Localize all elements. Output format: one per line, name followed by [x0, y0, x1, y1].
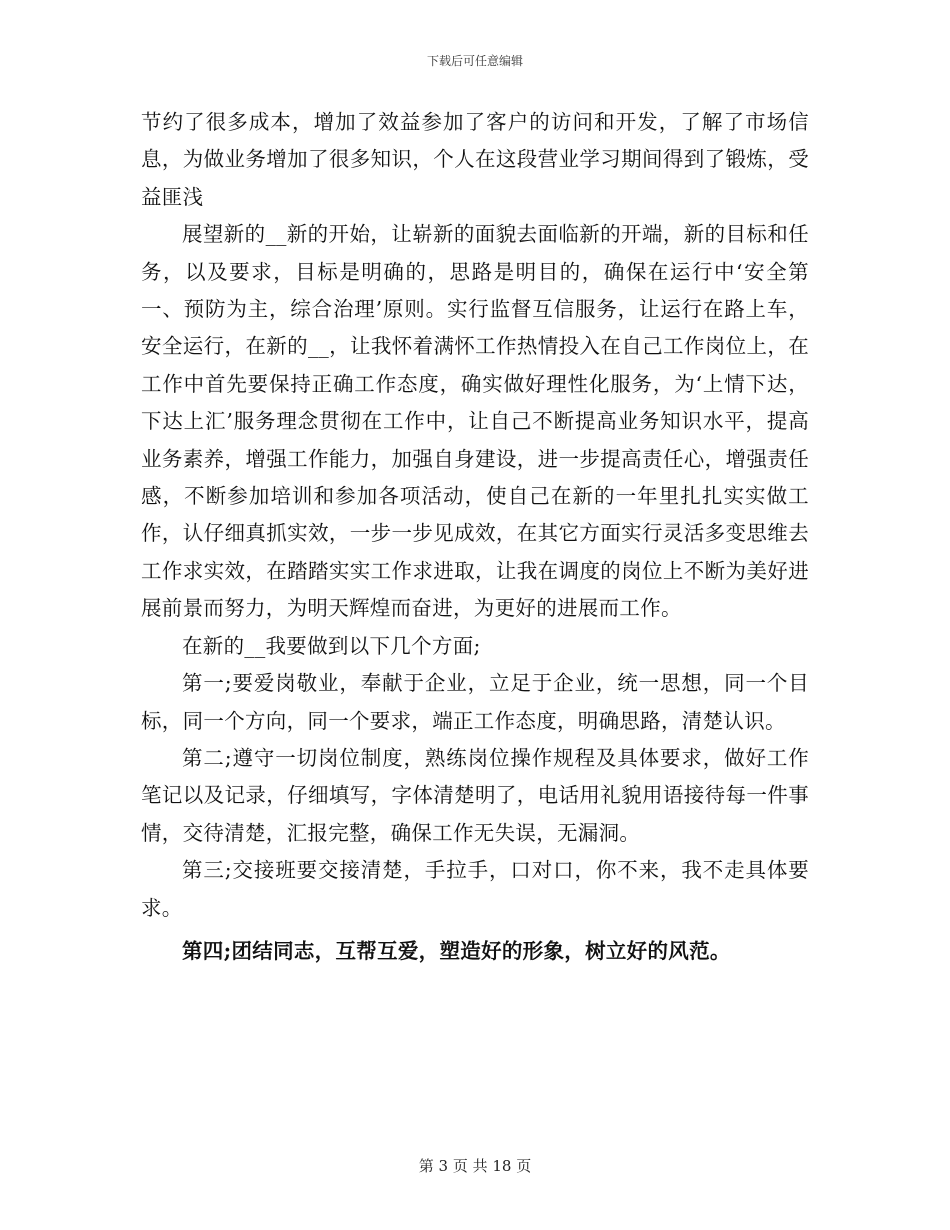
paragraph-point-one: 第一;要爱岗敬业，奉献于企业，立足于企业，统一思想，同一个目标，同一个方向，同一个要求，端正工作态度，明确思路，清楚认识。: [141, 671, 809, 733]
paragraph-point-four: 第四;团结同志，互帮互爱，塑造好的形象，树立好的风范。: [182, 938, 731, 963]
page-number: 第 3 页 共 18 页: [418, 1157, 532, 1175]
paragraph-point-two: 第二;遵守一切岗位制度，熟练岗位操作规程及具体要求，做好工作笔记以及记录，仔细填写，字体清楚明了，电话用礼貌用语接待每一件事情，交待清楚，汇报完整，确保工作无失误，无漏洞。: [141, 745, 809, 845]
document-body: [141, 104, 809, 970]
paragraph-outlook: 展望新的__新的开始，让崭新的面貌去面临新的开端，新的目标和任务，以及要求，目标是明确的，思路是明目的，确保在运行中‘安全第一、预防为主，综合治理’原则。实行监督互信服务，让运行在路上车，安全运行，在新的__，让我怀着满怀工作热情投入在自己工作岗位上，在工作中首先要保持正确工作态度，确实做好理性化服务，为‘上情下达，下达上汇’服务理念贯彻在工作中，让自己不断提高业务知识水平，提高业务素养，增强工作能力，加强自身建设，进一步提高责任心，增强责任感，不断参加培训和参加各项活动，使自己在新的一年里扎扎实实做工作，认仔细真抓实效，一步一步见成效，在其它方面实行灵活多变思维去工作求实效，在踏踏实实工作求进取，让我在调度的岗位上不断为美好进展前景而努力，为明天辉煌而奋进，为更好的进展而工作。: [141, 222, 809, 621]
page-header: 下载后可任意编辑: [426, 54, 523, 68]
paragraph-point-three: 第三;交接班要交接清楚，手拉手，口对口，你不来，我不走具体要求。: [141, 858, 809, 920]
paragraph-aspects-intro: 在新的__我要做到以下几个方面;: [182, 633, 481, 658]
paragraph-continuation: 节约了很多成本，增加了效益参加了客户的访问和开发，了解了市场信息，为做业务增加了很多知识，个人在这段营业学习期间得到了锻炼，受益匪浅: [141, 110, 809, 209]
